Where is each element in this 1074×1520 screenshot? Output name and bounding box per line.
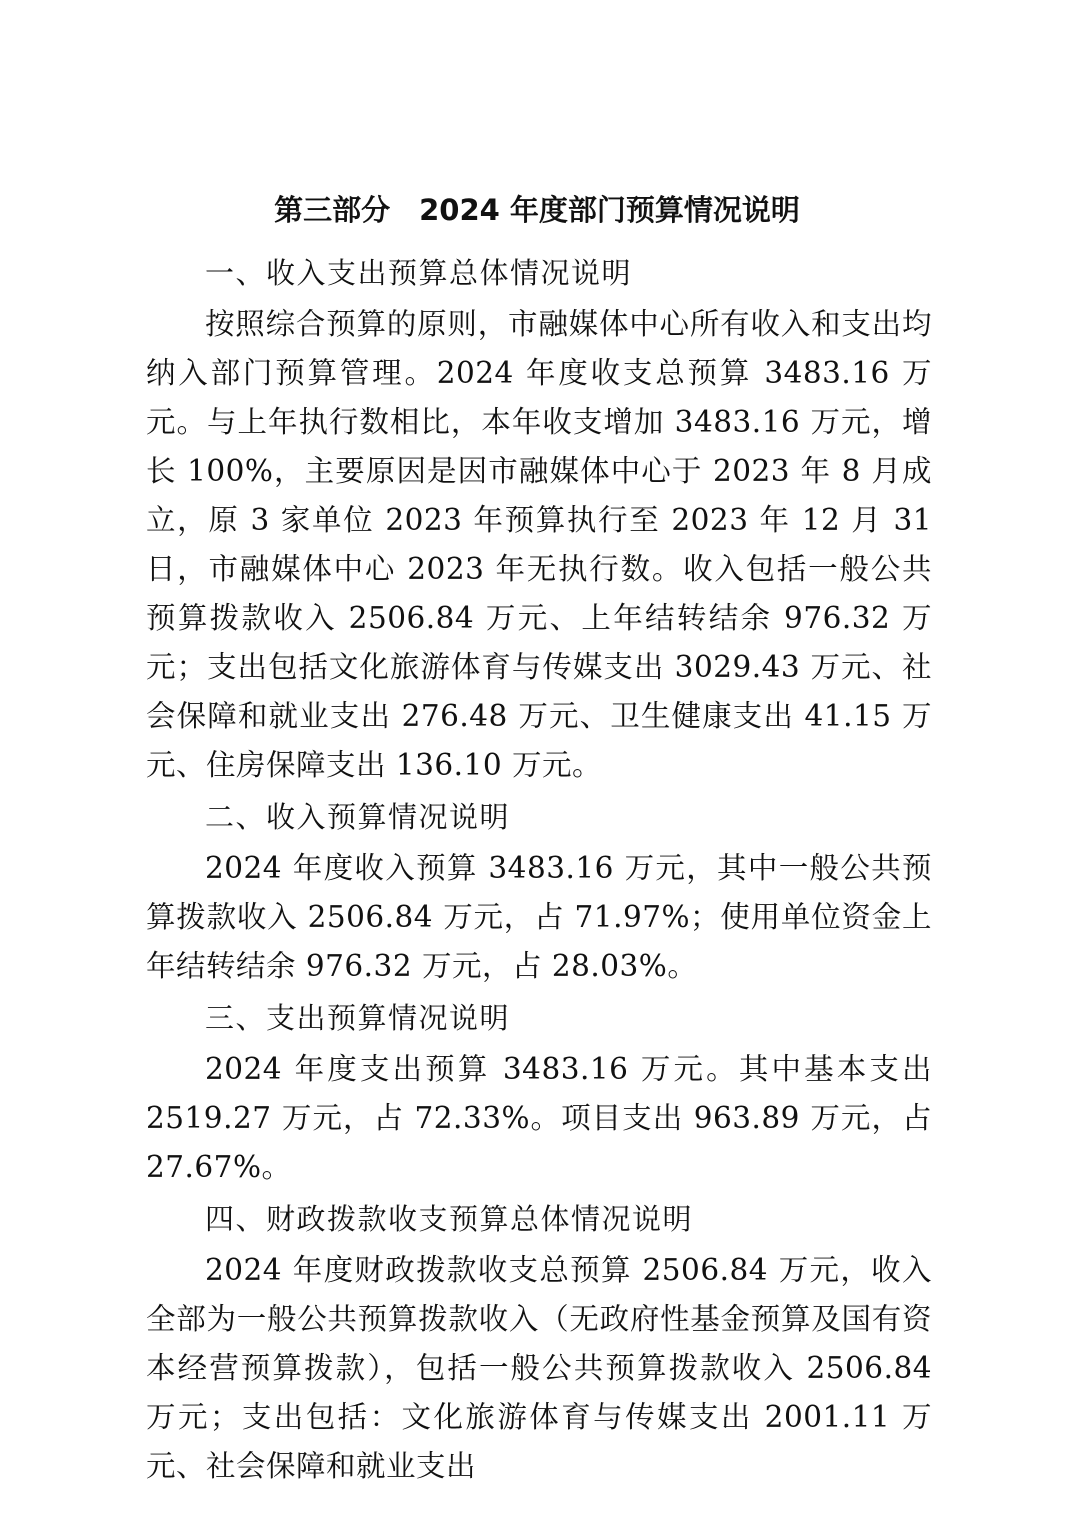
section-paragraph-2: 2024 年度收入预算 3483.16 万元，其中一般公共预算拨款收入 2506.84 万元，占 71.97%；使用单位资金上年结转结余 976.32 万元，占 28.03%。 xyxy=(146,851,932,983)
document-title: 第三部分 2024 年度部门预算情况说明 xyxy=(274,193,800,227)
section-paragraph-1: 按照综合预算的原则，市融媒体中心所有收入和支出均纳入部门预算管理。2024 年度收支总预算 3483.16 万元。与上年执行数相比，本年收支增加 3483.16 万元，增长 100%，主要原因是因市融媒体中心于 2023 年 8 月成立，原 3 家单位 2023 年预算执行至 2023 年 12 月 31 日，市融媒体中心 2023 年无执行数。收入包括一般公共预算拨款收入 2506.84 万元、上年结转结余 976.32 万元；支出包括文化旅游体育与传媒支出 3029.43 万元、社会保障和就业支出 276.48 万元、卫生健康支出 41.15 万元、住房保障支出 136.10 万元。 xyxy=(146,307,932,782)
section-paragraph-3: 2024 年度支出预算 3483.16 万元。其中基本支出 2519.27 万元，占 72.33%。项目支出 963.89 万元，占 27.67%。 xyxy=(146,1052,932,1184)
section-heading-3: 三、支出预算情况说明 xyxy=(205,1001,511,1035)
section-paragraph-4: 2024 年度财政拨款收支总预算 2506.84 万元，收入全部为一般公共预算拨款收入（无政府性基金预算及国有资本经营预算拨款），包括一般公共预算拨款收入 2506.84 万元；支出包括：文化旅游体育与传媒支出 2001.11 万元、社会保障和就业支出 xyxy=(146,1253,932,1483)
section-heading-4: 四、财政拨款收支预算总体情况说明 xyxy=(205,1202,694,1236)
document-body xyxy=(146,246,932,1491)
section-heading-1: 一、收入支出预算总体情况说明 xyxy=(205,256,633,290)
section-heading-2: 二、收入预算情况说明 xyxy=(205,800,511,834)
